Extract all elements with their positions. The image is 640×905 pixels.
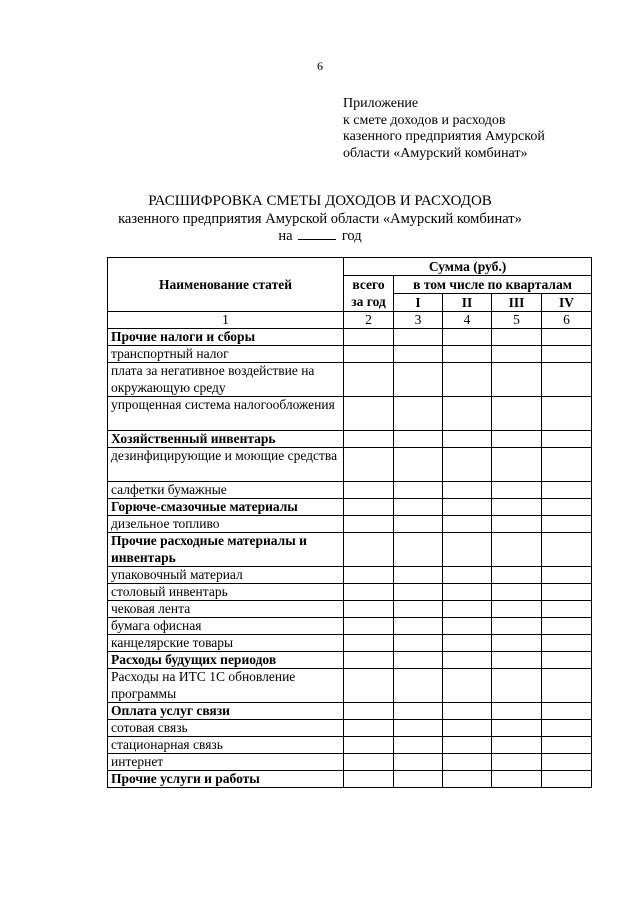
table-row (108, 329, 592, 346)
amount-cell (394, 482, 443, 499)
amount-cell (443, 635, 492, 652)
item-name-cell: упаковочный материал (108, 567, 344, 584)
amount-cell (542, 516, 592, 533)
header-total-line2: за год (344, 294, 394, 312)
amount-cell (492, 363, 542, 397)
amount-cell (344, 635, 394, 652)
amount-cell (542, 363, 592, 397)
section-heading-cell: Прочие услуги и работы (108, 771, 344, 788)
document-subtitle: казенного предприятия Амурской области «Амурский комбинат» (118, 211, 522, 227)
amount-cell (394, 618, 443, 635)
table-row (108, 771, 592, 788)
amount-cell (394, 516, 443, 533)
amount-cell (492, 482, 542, 499)
header-quarter-1: I (394, 294, 443, 312)
amount-cell (492, 567, 542, 584)
appendix-line: Приложение (343, 96, 419, 111)
column-number: 4 (443, 312, 492, 329)
amount-cell (443, 601, 492, 618)
amount-cell (394, 448, 443, 482)
amount-cell (344, 346, 394, 363)
column-number: 2 (344, 312, 394, 329)
amount-cell (542, 618, 592, 635)
amount-cell (394, 499, 443, 516)
amount-cell (394, 567, 443, 584)
amount-cell (443, 516, 492, 533)
column-number: 5 (492, 312, 542, 329)
amount-cell (394, 635, 443, 652)
appendix-note (343, 96, 545, 162)
section-heading-cell: Расходы будущих периодов (108, 652, 344, 669)
amount-cell (443, 567, 492, 584)
amount-cell (443, 771, 492, 788)
amount-cell (344, 771, 394, 788)
item-name-cell: Расходы на ИТС 1С обновление программы (108, 669, 344, 703)
amount-cell (443, 448, 492, 482)
amount-cell (492, 397, 542, 431)
year-blank (298, 227, 336, 240)
amount-cell (344, 754, 394, 771)
item-name-cell: стационарная связь (108, 737, 344, 754)
amount-cell (443, 669, 492, 703)
amount-cell (542, 431, 592, 448)
table-row (108, 635, 592, 652)
amount-cell (443, 397, 492, 431)
amount-cell (394, 397, 443, 431)
header-item-name: Наименование статей (108, 258, 344, 312)
amount-cell (443, 499, 492, 516)
table-row (108, 397, 592, 431)
table-row (108, 618, 592, 635)
item-name-cell: сотовая связь (108, 720, 344, 737)
appendix-line: области «Амурский комбинат» (343, 145, 528, 161)
appendix-line: казенного предприятия Амурской (343, 129, 545, 144)
amount-cell (394, 669, 443, 703)
amount-cell (344, 431, 394, 448)
amount-cell (394, 754, 443, 771)
amount-cell (443, 482, 492, 499)
item-name-cell: канцелярские товары (108, 635, 344, 652)
table-row (108, 346, 592, 363)
amount-cell (542, 397, 592, 431)
amount-cell (344, 601, 394, 618)
amount-cell (443, 363, 492, 397)
table-row (108, 363, 592, 397)
amount-cell (542, 669, 592, 703)
table-row (108, 533, 592, 567)
item-name-cell: чековая лента (108, 601, 344, 618)
amount-cell (492, 601, 542, 618)
amount-cell (394, 584, 443, 601)
item-name-cell: транспортный налог (108, 346, 344, 363)
table-row (108, 601, 592, 618)
amount-cell (344, 397, 394, 431)
amount-cell (394, 771, 443, 788)
amount-cell (443, 431, 492, 448)
amount-cell (394, 703, 443, 720)
amount-cell (492, 499, 542, 516)
amount-cell (542, 601, 592, 618)
amount-cell (492, 584, 542, 601)
table-row (108, 703, 592, 720)
table-row (108, 482, 592, 499)
amount-cell (394, 652, 443, 669)
page-number: 6 (317, 59, 323, 73)
table-row (108, 652, 592, 669)
amount-cell (344, 669, 394, 703)
amount-cell (542, 346, 592, 363)
section-heading-cell: Оплата услуг связи (108, 703, 344, 720)
table-row (108, 669, 592, 703)
header-total-line1: всего (344, 276, 394, 294)
amount-cell (443, 584, 492, 601)
section-heading-cell: Прочие расходные материалы и инвентарь (108, 533, 344, 567)
table-row (108, 516, 592, 533)
amount-cell (344, 516, 394, 533)
amount-cell (542, 652, 592, 669)
amount-cell (542, 754, 592, 771)
table-row (108, 567, 592, 584)
amount-cell (344, 363, 394, 397)
amount-cell (542, 448, 592, 482)
header-quarter-3: III (492, 294, 542, 312)
table-row (108, 720, 592, 737)
amount-cell (344, 448, 394, 482)
amount-cell (443, 737, 492, 754)
amount-cell (492, 635, 542, 652)
amount-cell (344, 499, 394, 516)
section-heading-cell: Прочие налоги и сборы (108, 329, 344, 346)
amount-cell (542, 482, 592, 499)
column-number: 1 (108, 312, 344, 329)
amount-cell (492, 346, 542, 363)
amount-cell (394, 363, 443, 397)
item-name-cell: плата за негативное воздействие на окружающую среду (108, 363, 344, 397)
table-row (108, 584, 592, 601)
item-name-cell: салфетки бумажные (108, 482, 344, 499)
table-row (108, 431, 592, 448)
item-name-cell: дизельное топливо (108, 516, 344, 533)
header-quarter-4: IV (542, 294, 592, 312)
amount-cell (443, 618, 492, 635)
budget-table (107, 257, 592, 788)
item-name-cell: бумага офисная (108, 618, 344, 635)
section-heading-cell: Хозяйственный инвентарь (108, 431, 344, 448)
amount-cell (542, 499, 592, 516)
amount-cell (443, 754, 492, 771)
amount-cell (443, 329, 492, 346)
header-quarter-2: II (443, 294, 492, 312)
amount-cell (492, 431, 542, 448)
amount-cell (443, 720, 492, 737)
amount-cell (542, 737, 592, 754)
item-name-cell: интернет (108, 754, 344, 771)
amount-cell (492, 448, 542, 482)
appendix-line: к смете доходов и расходов (343, 112, 506, 128)
amount-cell (492, 771, 542, 788)
amount-cell (344, 329, 394, 346)
amount-cell (394, 329, 443, 346)
table-row (108, 499, 592, 516)
document-year-line (0, 227, 640, 245)
amount-cell (542, 584, 592, 601)
amount-cell (394, 431, 443, 448)
table-body (108, 329, 592, 788)
amount-cell (443, 533, 492, 567)
amount-cell (394, 720, 443, 737)
amount-cell (492, 703, 542, 720)
amount-cell (542, 329, 592, 346)
amount-cell (344, 618, 394, 635)
section-heading-cell: Горюче-смазочные материалы (108, 499, 344, 516)
amount-cell (394, 601, 443, 618)
amount-cell (492, 669, 542, 703)
column-number: 3 (394, 312, 443, 329)
amount-cell (443, 346, 492, 363)
column-number: 6 (542, 312, 592, 329)
amount-cell (344, 737, 394, 754)
amount-cell (394, 346, 443, 363)
amount-cell (542, 703, 592, 720)
amount-cell (443, 703, 492, 720)
amount-cell (394, 737, 443, 754)
amount-cell (492, 652, 542, 669)
amount-cell (344, 703, 394, 720)
table-row (108, 754, 592, 771)
amount-cell (542, 533, 592, 567)
table-row (108, 737, 592, 754)
amount-cell (492, 720, 542, 737)
amount-cell (492, 618, 542, 635)
amount-cell (394, 533, 443, 567)
item-name-cell: столовый инвентарь (108, 584, 344, 601)
amount-cell (443, 652, 492, 669)
table-row (108, 448, 592, 482)
amount-cell (492, 737, 542, 754)
amount-cell (344, 584, 394, 601)
amount-cell (344, 567, 394, 584)
amount-cell (344, 720, 394, 737)
amount-cell (542, 567, 592, 584)
amount-cell (492, 329, 542, 346)
document-title: РАСШИФРОВКА СМЕТЫ ДОХОДОВ И РАСХОДОВ (148, 193, 492, 209)
item-name-cell: дезинфицирующие и моющие средства (108, 448, 344, 482)
header-sum: Сумма (руб.) (344, 258, 592, 276)
amount-cell (344, 652, 394, 669)
header-quarters-label: в том числе по кварталам (394, 276, 592, 294)
amount-cell (492, 533, 542, 567)
amount-cell (542, 635, 592, 652)
year-prefix: на (278, 228, 293, 244)
amount-cell (542, 720, 592, 737)
amount-cell (542, 771, 592, 788)
amount-cell (492, 754, 542, 771)
amount-cell (344, 533, 394, 567)
amount-cell (344, 482, 394, 499)
amount-cell (492, 516, 542, 533)
year-suffix: год (341, 228, 362, 244)
item-name-cell: упрощенная система налогообложения (108, 397, 344, 431)
